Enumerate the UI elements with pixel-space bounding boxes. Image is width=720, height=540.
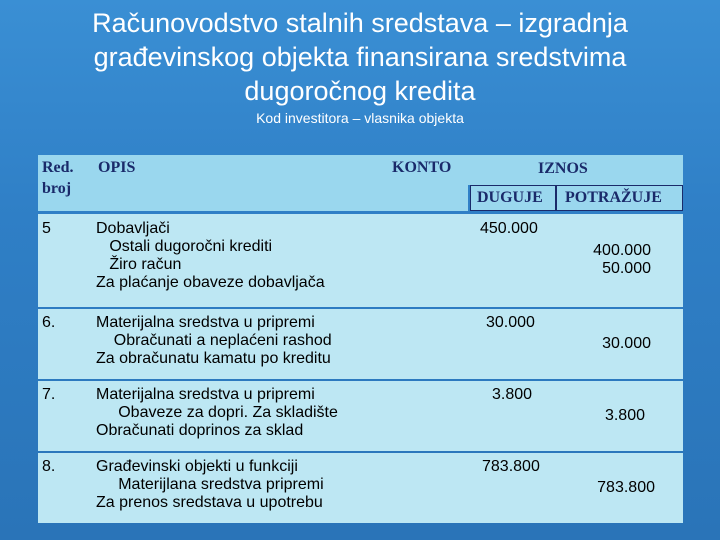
row-duguje: 30.000 <box>486 314 535 331</box>
title-line-3: dugoročnog kredita <box>244 76 476 106</box>
title-line-1: Računovodstvo stalnih sredstava – izgradnja <box>92 8 628 38</box>
row-description: Materijalna sredstva u pripremi Obračunati a neplaćeni rashod Za obračunatu kamatu po kreditu <box>96 314 332 367</box>
row-description: Građevinski objekti u funkciji Materijlana sredstva pripremi Za prenos sredstava u upotrebu <box>96 458 324 511</box>
header-iznos-block <box>468 155 683 185</box>
row-potrazuje: 3.800 <box>604 407 645 424</box>
row-number: 8. <box>42 458 56 475</box>
header-opis: OPIS <box>98 159 136 176</box>
row-description: Materijalna sredstva u pripremi Obaveze za dopri. Za skladište Obračunati doprinos za sklad <box>96 386 338 439</box>
table-row <box>38 309 683 379</box>
row-number: 5 <box>42 220 51 237</box>
row-potrazuje: 30.000 <box>602 335 651 352</box>
row-potrazuje: 400.000 50.000 <box>593 242 651 277</box>
row-potrazuje: 783.800 <box>597 479 655 496</box>
row-description: Dobavljači Ostali dugoročni krediti Žiro račun Za plaćanje obaveze dobavljača <box>96 220 325 291</box>
header-konto: KONTO <box>392 159 452 176</box>
slide-subtitle: Kod investitora – vlasnika objekta <box>256 110 464 126</box>
row-duguje: 783.800 <box>482 458 540 475</box>
table-row <box>38 214 683 307</box>
title-line-2: građevinskog objekta finansirana sredstvima <box>93 42 627 72</box>
row-duguje: 3.800 <box>492 386 533 403</box>
table-row <box>38 453 683 523</box>
header-iznos: IZNOS <box>538 160 588 177</box>
row-duguje: 450.000 <box>480 220 538 237</box>
row-number: 6. <box>42 314 56 331</box>
header-duguje-cell <box>470 185 556 211</box>
table-row <box>38 381 683 451</box>
header-duguje: DUGUJE <box>477 189 543 206</box>
slide-title <box>40 6 680 108</box>
header-potrazuje-cell <box>556 185 683 211</box>
header-red: Red. <box>42 159 74 176</box>
header-potrazuje: POTRAŽUJE <box>565 189 662 206</box>
header-broj: broj <box>42 180 72 197</box>
row-number: 7. <box>42 386 56 403</box>
table-header <box>38 155 468 211</box>
